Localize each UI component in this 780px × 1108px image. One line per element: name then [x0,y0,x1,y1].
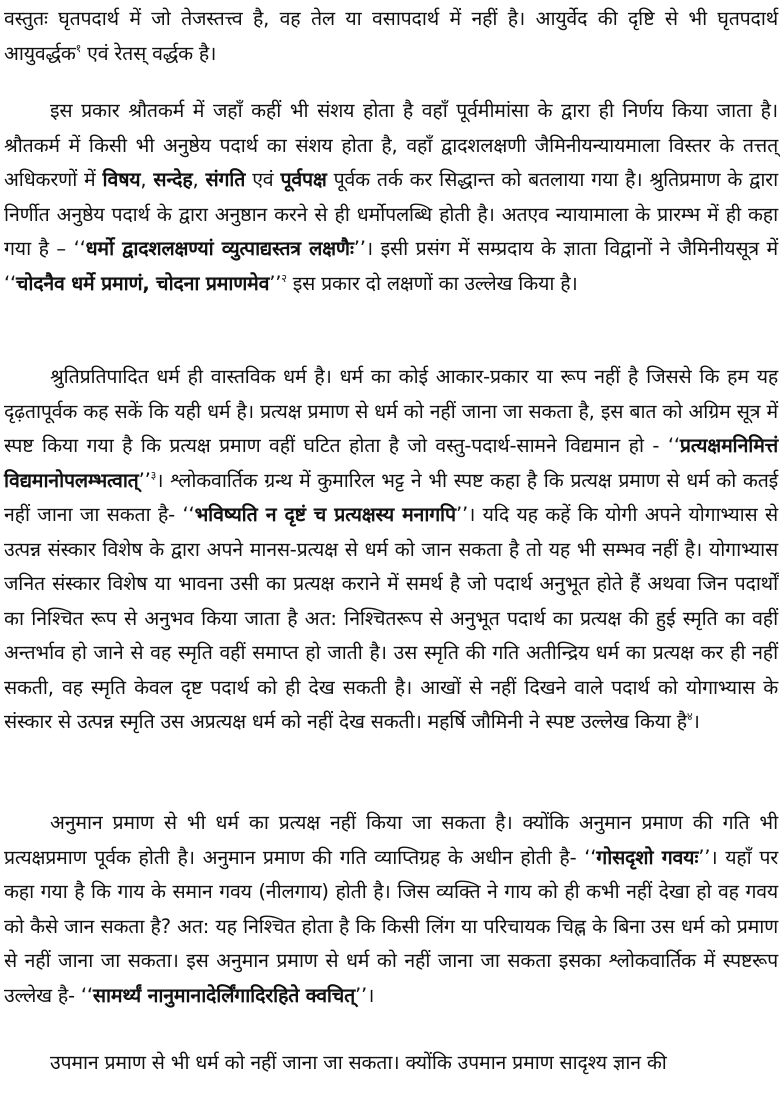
text-run: ’’। इसी प्रसंग में सम्प्रदाय के ज्ञाता विद्वानों ने जैमिनीयसूत्र में ‘‘ [4,237,778,295]
text-run: वस्तुतः घृतपदार्थ में जो तेजस्तत्त्व है, वह तेल या वसापदार्थ में नहीं है। आयुर्वेद की दृष्टि से भी घृतपदार्थ आयुवर्द्धक [4,7,778,65]
bold-term-sangati: संगति [205,168,246,191]
bold-quote-dharmo: धर्मो द्वादशलक्षण्यां व्युत्पाद्यस्तत्र लक्षणैः [85,237,354,260]
text-run: ’’ [269,271,282,295]
paragraph-upamana [0,1046,780,1081]
text-run: एवं रेतस् वर्द्धक है। [81,41,217,65]
text-run: एवं [245,168,281,191]
bold-term-sandeha: सन्देह [153,168,193,191]
text-run: ’’। यदि यह कहें कि योगी अपने योगाभ्यास से उत्पन्न संस्कार विशेष के द्वारा अपने मानस-प्रत्यक्ष से धर्म को जान सकता है तो यह भी सम्भव नहीं है। योगाभ्यास जनित संस्कार विशेष या भावना उसी का प्रत्यक्ष कराने में समर्थ है जो पदार्थ अनुभूत होते हैं अथवा जिन पदार्थों का निश्चित रूप से अनुभव किया जाता है अत: निश्चितरूप से अनुभूत पदार्थ का प्रत्यक्ष की हुई स्मृति का वहीं अन्तर्भाव हो जाने से वह स्मृति वहीं समाप्त हो जाती है। उस स्मृति की गति अतीन्द्रिय धर्म का प्रत्यक्ष कर ही नहीं सकती, वह स्मृति केवल दृष्ट पदार्थ को ही देख सकती है। आखों से नहीं दिखने वाले पदार्थ को योगाभ्यास के संस्कार से उत्पन्न स्मृति उस अप्रत्यक्ष धर्म को नहीं देख सकती। महर्षि जौमिनी ने स्पष्ट उल्लेख किया है [4,503,779,733]
text-run: श्रुतिप्रतिपादित धर्म ही वास्तविक धर्म है। धर्म का कोई आकार-प्रकार या रूप नहीं है जिससे कि हम यह दृढ़तापूर्वक कह सकें कि यही धर्म है। प्रत्यक्ष प्रमाण से धर्म को नहीं जाना जा सकता है, इस बात को अग्रिम सूत्र में स्पष्ट किया गया है कि प्रत्यक्ष प्रमाण वहीं घटित होता है जो वस्तु-पदार्थ-सामने विद्यमान हो - ‘‘ [4,365,778,457]
paragraph-anumana [0,806,780,1013]
text-run: इस प्रकार श्रौतकर्म में जहाँ कहीं भी संशय होता है वहाँ पूर्वमीमांसा के द्वारा ही निर्णय किया जाता है। श्रौतकर्म में किसी भी अनुष्ठेय पदार्थ का संशय होता है, वहाँ द्वादशलक्षणी जैमिनीयन्यायमाला विस्तर के तत्तत् अधिकरणों में [4,99,778,191]
footnote-ref-1: १ [75,41,82,55]
text-run: पूर्वक तर्क कर सिद्धान्त को बतलाया गया है। श्रुतिप्रमाण के द्वारा निर्णीत अनुष्ठेय पदार्थ के द्वारा अनुष्ठान करने से ही धर्मोपलब्धि होती है। अतएव न्यायामाला के प्रारम्भ में ही कहा गया है – ‘‘ [4,168,779,260]
bold-quote-pratyakshamanimittam: प्रत्यक्षमनिमित्तं विद्यमानोपलम्भत्वात् [4,434,778,492]
bold-quote-chodana: चोदनैव धर्मे प्रमाणं, चोदना प्रमाणमेव [16,271,270,295]
text-run: । श्लोकवार्तिक ग्रन्थ में कुमारिल भट्ट ने भी स्पष्ट कहा है कि प्रत्यक्ष प्रमाण से धर्म को कतई नहीं जाना जा सकता है- ‘‘ [4,468,778,526]
footnote-ref-2: २ [281,271,287,285]
bold-term-vishaya: विषय [102,168,141,191]
text-run: ’’। यहाँ पर कहा गया है कि गाय के समान गवय (नीलगाय) होती है। जिस व्यक्ति ने गाय को ही कभी नहीं देखा हो वह गवय को कैसे जान सकता है? अत: यह निश्चित होता है कि किसी लिंग या परिचायक चिह्न के बिना उस धर्म को प्रमाण से नहीं जाना जा सकता। इस अनुमान प्रमाण से धर्म को नहीं जाना जा सकता इसका श्लोकवार्तिक में स्पष्टरूप उल्लेख है- ‘‘ [4,845,779,1007]
text-run: , [192,168,206,191]
paragraph-ghrita [0,2,780,71]
text-run: ’’ [138,468,151,492]
bold-quote-samarthyam: सामर्थ्यं नानुमानादेर्लिंगादिरहिते क्वचित् [92,983,356,1007]
text-run: । [692,710,700,733]
text-run: अनुमान प्रमाण से भी धर्म का प्रत्यक्ष नहीं किया जा सकता है। क्योंकि अनुमान प्रमाण की गति भी प्रत्यक्षप्रमाण पूर्वक होती है। अनुमान प्रमाण की गति व्याप्तिग्रह के अधीन होती है- ‘‘ [4,811,778,869]
text-run: इस प्रकार दो लक्षणों का उल्लेख किया है। [286,271,578,295]
footnote-ref-4: ४ [686,710,693,723]
paragraph-purvamimamsa [0,94,780,301]
text-run: ’’। [355,983,375,1007]
bold-quote-bhavishyati: भविष्यति न दृष्टं च प्रत्यक्षस्य मनागपि [194,503,456,526]
text-run: उपमान प्रमाण से भी धर्म को नहीं जाना जा सकता। क्योंकि उपमान प्रमाण सादृश्य ज्ञान की [50,1051,667,1074]
text-run: , [140,168,154,191]
bold-term-purvapaksha: पूर्वपक्ष [280,168,327,191]
footnote-ref-3: ३ [150,468,157,482]
bold-quote-gosadrisho: गोसदृशो गवयः [596,845,699,869]
paragraph-pratyaksha [0,360,780,740]
